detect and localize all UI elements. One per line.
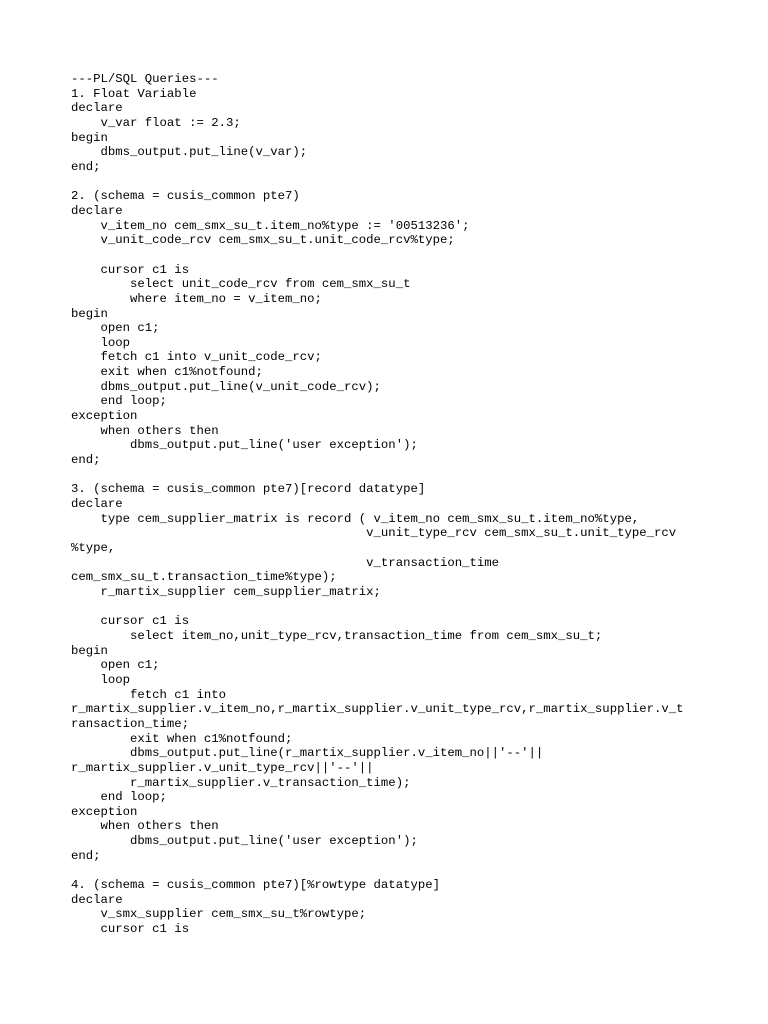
code-line: 4. (schema = cusis_common pte7)[%rowtype datatype] <box>71 878 440 893</box>
code-line: exit when c1%notfound; <box>71 731 293 746</box>
code-line: 3. (schema = cusis_common pte7)[record datatype] <box>71 482 426 497</box>
code-line: r_martix_supplier.v_unit_type_rcv||'--'|| <box>71 760 374 775</box>
code-line: fetch c1 into <box>71 687 226 702</box>
code-line: fetch c1 into v_unit_code_rcv; <box>71 350 322 365</box>
code-line: declare <box>71 101 123 116</box>
code-line: loop <box>71 335 131 350</box>
code-line: declare <box>71 497 123 512</box>
code-line: open c1; <box>71 658 160 673</box>
code-line: cursor c1 is <box>71 262 190 277</box>
code-line: r_martix_supplier.v_item_no,r_martix_supplier.v_unit_type_rcv,r_martix_supplier.v_t <box>71 702 684 717</box>
code-line: begin <box>71 306 108 321</box>
code-line: select unit_code_rcv from cem_smx_su_t <box>71 277 411 292</box>
code-line: 1. Float Variable <box>71 86 197 101</box>
code-line: r_martix_supplier cem_supplier_matrix; <box>71 584 381 599</box>
code-line: when others then <box>71 423 219 438</box>
code-line: dbms_output.put_line(v_unit_code_rcv); <box>71 379 381 394</box>
code-line: exception <box>71 804 138 819</box>
code-line: when others then <box>71 819 219 834</box>
code-line: end; <box>71 453 101 468</box>
document-page <box>71 72 731 937</box>
code-line: begin <box>71 130 108 145</box>
code-line: dbms_output.put_line('user exception'); <box>71 438 418 453</box>
code-line: v_var float := 2.3; <box>71 115 241 130</box>
blank-line <box>71 468 731 483</box>
code-line: %type, <box>71 541 116 555</box>
code-line: dbms_output.put_line(v_var); <box>71 145 308 160</box>
code-line: exit when c1%notfound; <box>71 365 263 380</box>
code-line: cursor c1 is <box>71 614 190 629</box>
code-line: dbms_output.put_line('user exception'); <box>71 834 418 849</box>
code-line: v_unit_code_rcv cem_smx_su_t.unit_code_rcv%type; <box>71 233 455 248</box>
code-line: open c1; <box>71 321 160 336</box>
blank-line <box>71 863 731 878</box>
code-line: dbms_output.put_line(r_martix_supplier.v_item_no||'--'|| <box>71 746 544 761</box>
code-line: cursor c1 is <box>71 922 190 937</box>
code-line: end loop; <box>71 394 167 409</box>
code-line: where item_no = v_item_no; <box>71 291 322 306</box>
code-line: 2. (schema = cusis_common pte7) <box>71 189 300 204</box>
code-line: end; <box>71 159 101 174</box>
blank-line <box>71 600 731 615</box>
code-line: v_smx_supplier cem_smx_su_t%rowtype; <box>71 907 367 922</box>
code-line: exception <box>71 409 138 424</box>
code-line: v_transaction_time <box>71 555 500 570</box>
blank-line <box>71 248 731 263</box>
code-line: end; <box>71 848 101 863</box>
code-block <box>71 72 731 937</box>
code-line: v_item_no cem_smx_su_t.item_no%type := '00513236'; <box>71 218 470 233</box>
code-line: end loop; <box>71 790 167 805</box>
code-line: declare <box>71 892 123 907</box>
code-line: type cem_supplier_matrix is record ( v_item_no cem_smx_su_t.item_no%type, <box>71 511 640 526</box>
code-line: ransaction_time; <box>71 716 190 731</box>
blank-line <box>71 175 731 190</box>
code-line: loop <box>71 672 131 687</box>
code-line: declare <box>71 203 123 218</box>
code-line: ---PL/SQL Queries--- <box>71 72 219 86</box>
code-line: select item_no,unit_type_rcv,transaction_time from cem_smx_su_t; <box>71 628 603 643</box>
code-line: v_unit_type_rcv cem_smx_su_t.unit_type_rcv <box>71 526 677 541</box>
code-line: cem_smx_su_t.transaction_time%type); <box>71 570 337 585</box>
code-line: begin <box>71 643 108 658</box>
code-line: r_martix_supplier.v_transaction_time); <box>71 775 411 790</box>
